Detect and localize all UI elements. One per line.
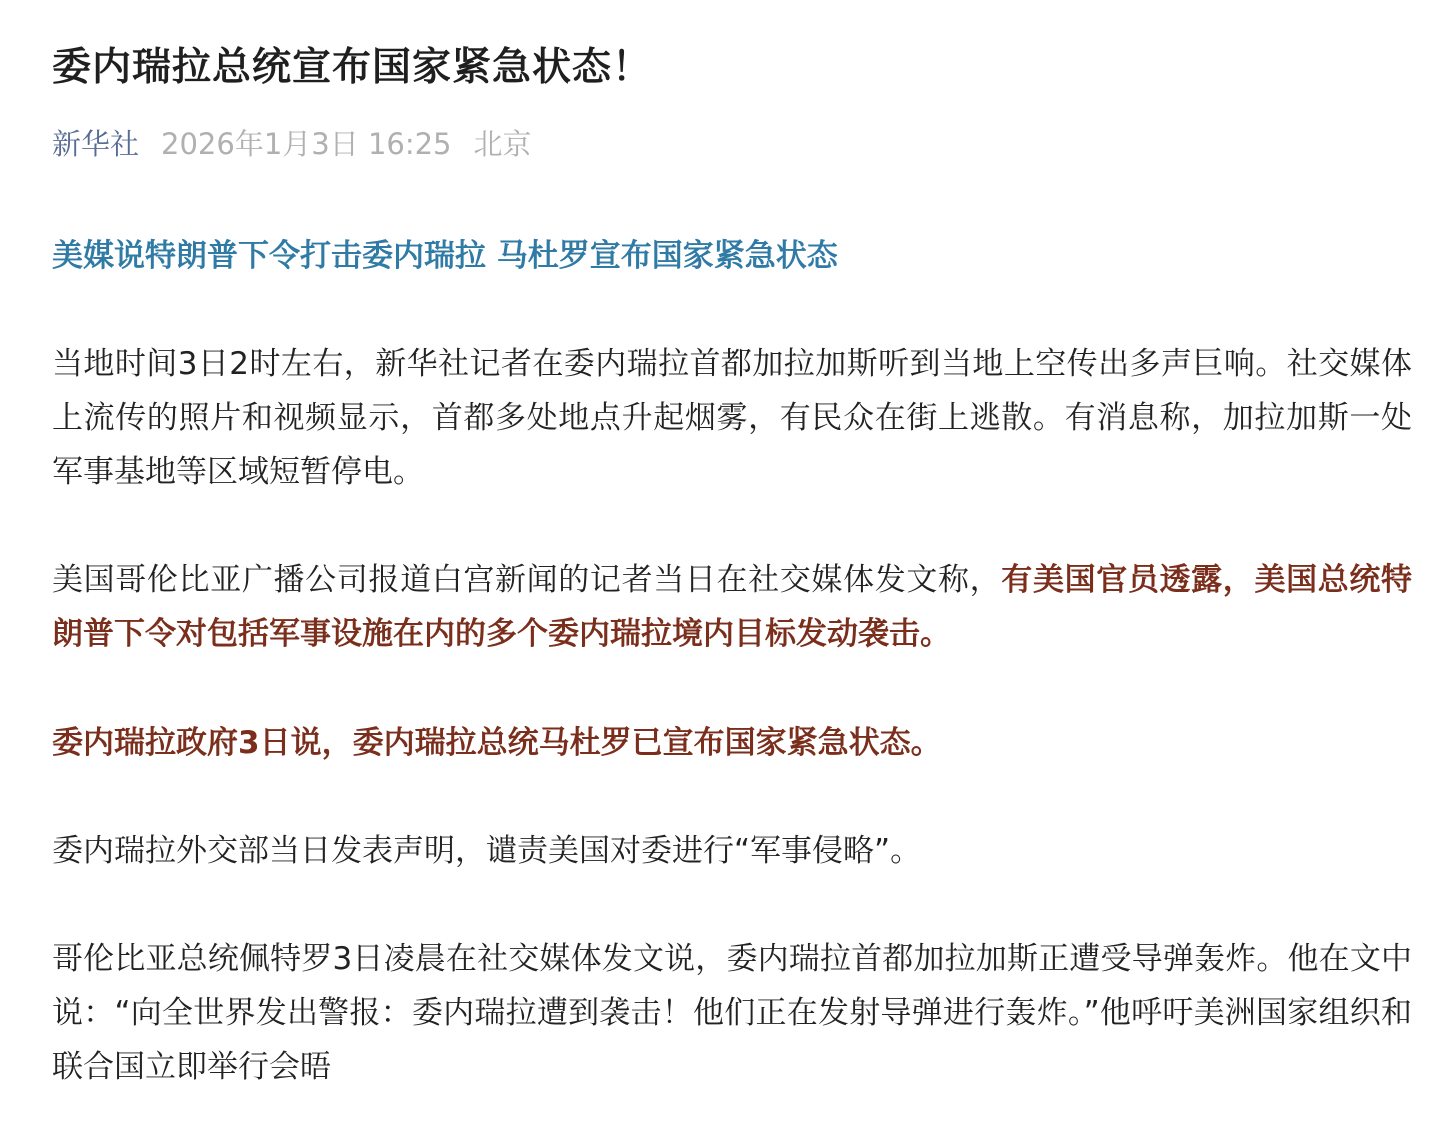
article-subheading: 美媒说特朗普下令打击委内瑞拉 马杜罗宣布国家紧急状态 xyxy=(52,238,838,274)
bottom-cut-overlay xyxy=(0,1098,1452,1122)
article-meta xyxy=(52,122,532,166)
paragraph-2 xyxy=(52,553,1412,661)
paragraph-1: 当地时间3日2时左右，新华社记者在委内瑞拉首都加拉加斯听到当地上空传出多声巨响。社交媒体上流传的照片和视频显示，首都多处地点升起烟雾，有民众在街上逃散。有消息称，加拉加斯一处军事基地等区域短暂停电。 xyxy=(52,346,1412,490)
article-title: 委内瑞拉总统宣布国家紧急状态！ xyxy=(52,45,653,90)
paragraph-3 xyxy=(52,716,1412,770)
publish-datetime: 2026年1月3日 16:25 xyxy=(161,127,452,161)
paragraph-2-highlight: 有美国官员透露，美国总统特朗普下令对包括军事设施在内的多个委内瑞拉境内目标发动袭击。 xyxy=(52,562,1413,652)
paragraph-5: 哥伦比亚总统佩特罗3日凌晨在社交媒体发文说，委内瑞拉首都加拉加斯正遭受导弹轰炸。他在文中说：“向全世界发出警报：委内瑞拉遭到袭击！他们正在发射导弹进行轰炸。”他呼吁美洲国家组织和联合国立即举行会晤 xyxy=(52,941,1412,1085)
paragraph-2-text: 美国哥伦比亚广播公司报道白宫新闻的记者当日在社交媒体发文称， xyxy=(52,562,1002,598)
publish-location: 北京 xyxy=(473,127,532,161)
paragraph-3-highlight: 委内瑞拉政府3日说，委内瑞拉总统马杜罗已宣布国家紧急状态。 xyxy=(52,725,942,761)
source-link[interactable]: 新华社 xyxy=(52,127,140,161)
paragraph-4: 委内瑞拉外交部当日发表声明，谴责美国对委进行“军事侵略”。 xyxy=(52,833,922,869)
